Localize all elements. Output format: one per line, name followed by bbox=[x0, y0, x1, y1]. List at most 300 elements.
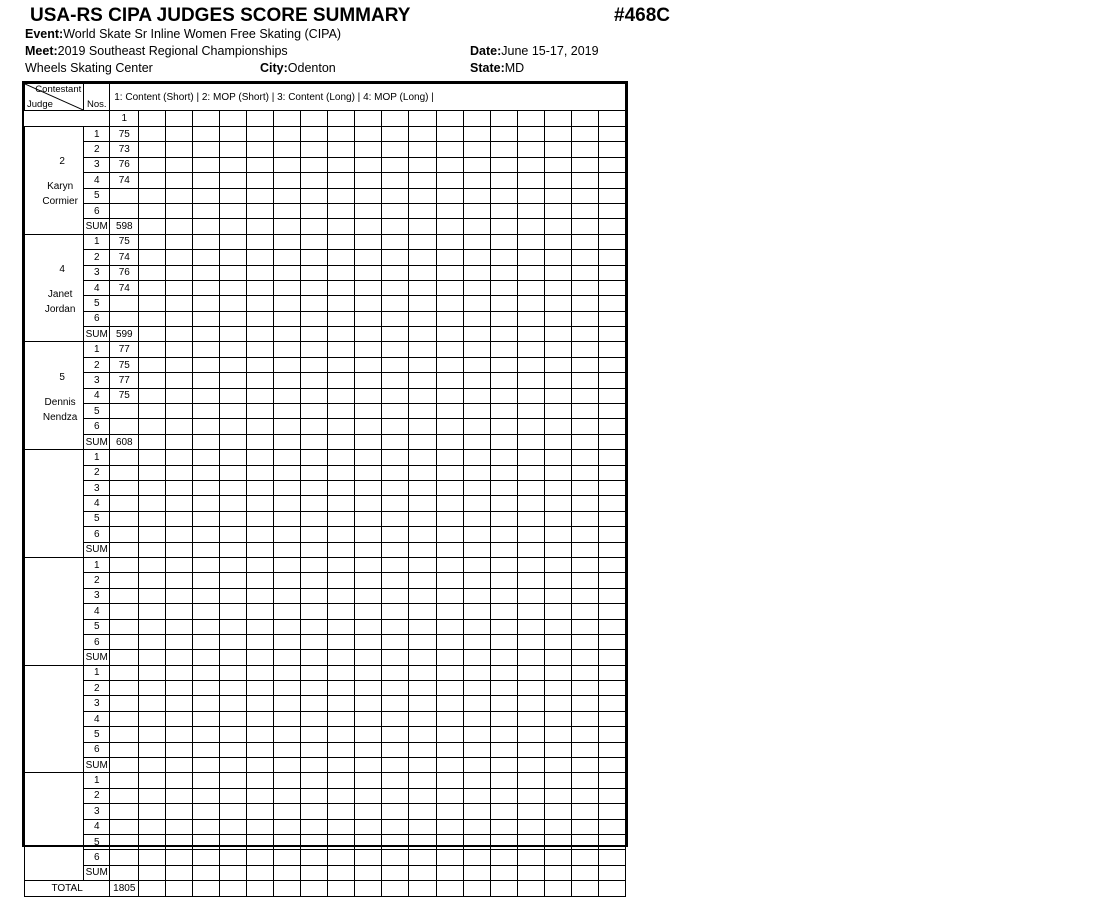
score-cell[interactable] bbox=[598, 480, 625, 495]
score-cell[interactable] bbox=[166, 634, 193, 649]
total-value-cell[interactable] bbox=[220, 881, 247, 896]
score-cell[interactable] bbox=[328, 573, 355, 588]
score-cell[interactable] bbox=[247, 280, 274, 295]
score-cell[interactable] bbox=[598, 819, 625, 834]
score-cell[interactable] bbox=[301, 127, 328, 142]
score-cell[interactable] bbox=[436, 142, 463, 157]
score-cell[interactable] bbox=[193, 203, 220, 218]
score-cell[interactable] bbox=[247, 588, 274, 603]
score-cell[interactable] bbox=[355, 419, 382, 434]
score-cell[interactable] bbox=[301, 404, 328, 419]
judge-sum-cell[interactable] bbox=[355, 327, 382, 342]
judge-sum-cell[interactable] bbox=[166, 434, 193, 449]
score-cell[interactable] bbox=[220, 388, 247, 403]
score-cell[interactable] bbox=[517, 465, 544, 480]
score-cell[interactable] bbox=[166, 496, 193, 511]
score-cell[interactable] bbox=[436, 727, 463, 742]
score-cell[interactable] bbox=[463, 619, 490, 634]
score-cell[interactable] bbox=[220, 265, 247, 280]
score-cell[interactable] bbox=[166, 465, 193, 480]
score-cell[interactable] bbox=[193, 604, 220, 619]
score-cell[interactable] bbox=[247, 727, 274, 742]
score-cell[interactable] bbox=[409, 557, 436, 572]
judge-sum-cell[interactable] bbox=[598, 758, 625, 773]
judge-sum-cell[interactable] bbox=[463, 542, 490, 557]
score-cell[interactable] bbox=[436, 773, 463, 788]
score-cell[interactable] bbox=[571, 157, 598, 172]
judge-sum-cell[interactable] bbox=[463, 865, 490, 880]
score-cell[interactable] bbox=[220, 250, 247, 265]
score-cell[interactable] bbox=[193, 665, 220, 680]
score-cell[interactable] bbox=[382, 665, 409, 680]
score-cell[interactable] bbox=[247, 188, 274, 203]
score-cell[interactable] bbox=[274, 588, 301, 603]
score-cell[interactable] bbox=[544, 357, 571, 372]
score-cell[interactable] bbox=[247, 604, 274, 619]
total-value-cell[interactable] bbox=[463, 881, 490, 896]
score-cell[interactable] bbox=[193, 727, 220, 742]
judge-sum-cell[interactable] bbox=[544, 434, 571, 449]
score-cell[interactable] bbox=[463, 711, 490, 726]
score-cell[interactable] bbox=[220, 188, 247, 203]
score-cell[interactable] bbox=[517, 773, 544, 788]
score-cell[interactable] bbox=[274, 450, 301, 465]
score-cell[interactable] bbox=[166, 527, 193, 542]
score-cell[interactable] bbox=[301, 665, 328, 680]
score-cell[interactable] bbox=[274, 465, 301, 480]
score-cell[interactable] bbox=[517, 788, 544, 803]
score-cell[interactable] bbox=[382, 711, 409, 726]
score-cell[interactable] bbox=[598, 742, 625, 757]
score-cell[interactable] bbox=[166, 311, 193, 326]
score-cell[interactable] bbox=[598, 188, 625, 203]
score-cell[interactable] bbox=[110, 419, 139, 434]
score-cell[interactable] bbox=[571, 511, 598, 526]
score-cell[interactable] bbox=[301, 419, 328, 434]
score-cell[interactable] bbox=[490, 573, 517, 588]
judge-sum-cell[interactable] bbox=[274, 758, 301, 773]
score-cell[interactable] bbox=[463, 634, 490, 649]
score-cell[interactable] bbox=[490, 850, 517, 865]
score-cell[interactable] bbox=[544, 681, 571, 696]
judge-sum-cell[interactable] bbox=[544, 219, 571, 234]
score-cell[interactable] bbox=[193, 819, 220, 834]
score-cell[interactable] bbox=[571, 373, 598, 388]
score-cell[interactable] bbox=[436, 619, 463, 634]
score-cell[interactable] bbox=[382, 850, 409, 865]
score-cell[interactable] bbox=[110, 480, 139, 495]
score-cell[interactable] bbox=[328, 157, 355, 172]
score-cell[interactable] bbox=[274, 388, 301, 403]
score-cell[interactable] bbox=[544, 742, 571, 757]
score-cell[interactable] bbox=[166, 619, 193, 634]
score-cell[interactable] bbox=[598, 127, 625, 142]
judge-sum-cell[interactable] bbox=[110, 542, 139, 557]
judge-sum-cell[interactable] bbox=[193, 865, 220, 880]
score-cell[interactable] bbox=[301, 250, 328, 265]
score-cell[interactable] bbox=[110, 834, 139, 849]
judge-sum-cell[interactable] bbox=[598, 219, 625, 234]
score-cell[interactable] bbox=[544, 819, 571, 834]
score-cell[interactable] bbox=[110, 727, 139, 742]
score-cell[interactable] bbox=[247, 619, 274, 634]
judge-sum-cell[interactable] bbox=[274, 542, 301, 557]
score-cell[interactable] bbox=[544, 527, 571, 542]
score-cell[interactable] bbox=[139, 280, 166, 295]
judge-sum-cell[interactable] bbox=[110, 650, 139, 665]
score-cell[interactable] bbox=[463, 465, 490, 480]
score-cell[interactable] bbox=[571, 742, 598, 757]
total-value-cell[interactable] bbox=[166, 881, 193, 896]
score-cell[interactable] bbox=[490, 496, 517, 511]
score-cell[interactable] bbox=[328, 265, 355, 280]
score-cell[interactable] bbox=[220, 604, 247, 619]
score-cell[interactable] bbox=[490, 480, 517, 495]
score-cell[interactable] bbox=[220, 480, 247, 495]
score-cell[interactable] bbox=[409, 280, 436, 295]
score-cell[interactable] bbox=[517, 573, 544, 588]
score-cell[interactable] bbox=[166, 742, 193, 757]
score-cell[interactable] bbox=[139, 604, 166, 619]
score-cell[interactable] bbox=[436, 357, 463, 372]
judge-sum-cell[interactable] bbox=[436, 219, 463, 234]
score-cell[interactable] bbox=[355, 173, 382, 188]
score-cell[interactable] bbox=[220, 373, 247, 388]
score-cell[interactable] bbox=[139, 788, 166, 803]
score-cell[interactable] bbox=[463, 773, 490, 788]
score-cell[interactable] bbox=[301, 696, 328, 711]
judge-sum-cell[interactable]: 599 bbox=[110, 327, 139, 342]
score-cell[interactable] bbox=[517, 373, 544, 388]
score-cell[interactable] bbox=[436, 696, 463, 711]
score-cell[interactable] bbox=[355, 819, 382, 834]
score-cell[interactable] bbox=[328, 388, 355, 403]
score-cell[interactable] bbox=[382, 727, 409, 742]
score-cell[interactable] bbox=[139, 819, 166, 834]
judge-sum-cell[interactable] bbox=[166, 327, 193, 342]
score-cell[interactable] bbox=[598, 527, 625, 542]
score-cell[interactable] bbox=[193, 280, 220, 295]
score-cell[interactable] bbox=[166, 280, 193, 295]
score-cell[interactable] bbox=[139, 342, 166, 357]
score-cell[interactable] bbox=[166, 696, 193, 711]
score-cell[interactable] bbox=[328, 234, 355, 249]
score-cell[interactable] bbox=[355, 711, 382, 726]
score-cell[interactable] bbox=[355, 834, 382, 849]
score-cell[interactable]: 75 bbox=[110, 234, 139, 249]
judge-sum-cell[interactable] bbox=[598, 865, 625, 880]
score-cell[interactable] bbox=[110, 573, 139, 588]
contestant-number-cell[interactable] bbox=[139, 111, 166, 127]
score-cell[interactable] bbox=[220, 557, 247, 572]
score-cell[interactable] bbox=[382, 388, 409, 403]
score-cell[interactable] bbox=[220, 788, 247, 803]
score-cell[interactable] bbox=[517, 480, 544, 495]
score-cell[interactable] bbox=[166, 419, 193, 434]
score-cell[interactable] bbox=[571, 850, 598, 865]
score-cell[interactable] bbox=[490, 188, 517, 203]
score-cell[interactable] bbox=[166, 573, 193, 588]
score-cell[interactable] bbox=[436, 203, 463, 218]
score-cell[interactable] bbox=[110, 296, 139, 311]
judge-sum-cell[interactable] bbox=[301, 758, 328, 773]
score-cell[interactable] bbox=[598, 850, 625, 865]
score-cell[interactable] bbox=[571, 480, 598, 495]
score-cell[interactable] bbox=[193, 742, 220, 757]
score-cell[interactable] bbox=[193, 188, 220, 203]
score-cell[interactable] bbox=[355, 373, 382, 388]
score-cell[interactable] bbox=[409, 511, 436, 526]
score-cell[interactable] bbox=[571, 188, 598, 203]
score-cell[interactable] bbox=[382, 127, 409, 142]
judge-sum-cell[interactable] bbox=[301, 542, 328, 557]
score-cell[interactable] bbox=[274, 727, 301, 742]
score-cell[interactable] bbox=[598, 450, 625, 465]
score-cell[interactable] bbox=[598, 804, 625, 819]
score-cell[interactable] bbox=[490, 665, 517, 680]
score-cell[interactable] bbox=[193, 573, 220, 588]
score-cell[interactable] bbox=[193, 265, 220, 280]
score-cell[interactable] bbox=[274, 296, 301, 311]
score-cell[interactable] bbox=[355, 788, 382, 803]
judge-sum-cell[interactable] bbox=[301, 865, 328, 880]
score-cell[interactable] bbox=[598, 142, 625, 157]
score-cell[interactable] bbox=[436, 404, 463, 419]
score-cell[interactable] bbox=[544, 311, 571, 326]
score-cell[interactable] bbox=[517, 404, 544, 419]
score-cell[interactable] bbox=[301, 557, 328, 572]
score-cell[interactable] bbox=[544, 450, 571, 465]
contestant-number-cell[interactable] bbox=[193, 111, 220, 127]
score-cell[interactable] bbox=[193, 681, 220, 696]
score-cell[interactable] bbox=[301, 496, 328, 511]
judge-sum-cell[interactable] bbox=[463, 434, 490, 449]
score-cell[interactable]: 73 bbox=[110, 142, 139, 157]
score-cell[interactable] bbox=[463, 742, 490, 757]
judge-sum-cell[interactable] bbox=[382, 219, 409, 234]
score-cell[interactable] bbox=[571, 450, 598, 465]
score-cell[interactable] bbox=[436, 250, 463, 265]
score-cell[interactable] bbox=[274, 850, 301, 865]
contestant-number-cell[interactable] bbox=[247, 111, 274, 127]
judge-sum-cell[interactable] bbox=[247, 542, 274, 557]
score-cell[interactable] bbox=[110, 511, 139, 526]
score-cell[interactable] bbox=[139, 527, 166, 542]
score-cell[interactable] bbox=[544, 834, 571, 849]
score-cell[interactable] bbox=[571, 419, 598, 434]
judge-sum-cell[interactable] bbox=[328, 865, 355, 880]
judge-sum-cell[interactable] bbox=[409, 327, 436, 342]
judge-sum-cell[interactable] bbox=[328, 650, 355, 665]
score-cell[interactable] bbox=[355, 696, 382, 711]
score-cell[interactable] bbox=[139, 450, 166, 465]
score-cell[interactable] bbox=[436, 480, 463, 495]
score-cell[interactable] bbox=[409, 527, 436, 542]
score-cell[interactable] bbox=[355, 573, 382, 588]
score-cell[interactable] bbox=[571, 127, 598, 142]
score-cell[interactable] bbox=[409, 742, 436, 757]
score-cell[interactable] bbox=[490, 834, 517, 849]
score-cell[interactable] bbox=[382, 311, 409, 326]
score-cell[interactable] bbox=[544, 250, 571, 265]
score-cell[interactable] bbox=[247, 804, 274, 819]
judge-sum-cell[interactable] bbox=[193, 542, 220, 557]
contestant-number-cell[interactable] bbox=[220, 111, 247, 127]
score-cell[interactable] bbox=[517, 850, 544, 865]
score-cell[interactable] bbox=[382, 527, 409, 542]
judge-sum-cell[interactable] bbox=[166, 219, 193, 234]
score-cell[interactable] bbox=[301, 296, 328, 311]
score-cell[interactable] bbox=[382, 819, 409, 834]
score-cell[interactable] bbox=[301, 234, 328, 249]
score-cell[interactable] bbox=[517, 634, 544, 649]
score-cell[interactable] bbox=[301, 373, 328, 388]
score-cell[interactable] bbox=[139, 634, 166, 649]
judge-sum-cell[interactable] bbox=[544, 542, 571, 557]
judge-sum-cell[interactable] bbox=[274, 650, 301, 665]
score-cell[interactable] bbox=[139, 742, 166, 757]
score-cell[interactable] bbox=[193, 342, 220, 357]
score-cell[interactable] bbox=[517, 665, 544, 680]
score-cell[interactable] bbox=[490, 711, 517, 726]
score-cell[interactable] bbox=[274, 419, 301, 434]
score-cell[interactable] bbox=[544, 157, 571, 172]
score-cell[interactable] bbox=[544, 265, 571, 280]
score-cell[interactable] bbox=[274, 573, 301, 588]
judge-sum-cell[interactable] bbox=[571, 758, 598, 773]
score-cell[interactable] bbox=[247, 773, 274, 788]
score-cell[interactable] bbox=[409, 619, 436, 634]
judge-sum-cell[interactable] bbox=[355, 219, 382, 234]
score-cell[interactable] bbox=[463, 357, 490, 372]
judge-sum-cell[interactable] bbox=[274, 219, 301, 234]
score-cell[interactable] bbox=[274, 203, 301, 218]
score-cell[interactable] bbox=[166, 127, 193, 142]
score-cell[interactable] bbox=[166, 788, 193, 803]
score-cell[interactable] bbox=[571, 265, 598, 280]
score-cell[interactable] bbox=[166, 265, 193, 280]
total-value-cell[interactable] bbox=[328, 881, 355, 896]
score-cell[interactable] bbox=[544, 280, 571, 295]
score-cell[interactable] bbox=[166, 480, 193, 495]
score-cell[interactable] bbox=[247, 819, 274, 834]
score-cell[interactable] bbox=[382, 203, 409, 218]
score-cell[interactable] bbox=[571, 496, 598, 511]
score-cell[interactable] bbox=[220, 419, 247, 434]
judge-sum-cell[interactable] bbox=[382, 865, 409, 880]
score-cell[interactable] bbox=[544, 773, 571, 788]
score-cell[interactable] bbox=[328, 296, 355, 311]
score-cell[interactable] bbox=[193, 588, 220, 603]
score-cell[interactable] bbox=[328, 311, 355, 326]
judge-sum-cell[interactable] bbox=[193, 327, 220, 342]
judge-sum-cell[interactable] bbox=[517, 434, 544, 449]
score-cell[interactable] bbox=[490, 404, 517, 419]
score-cell[interactable] bbox=[139, 465, 166, 480]
score-cell[interactable] bbox=[328, 681, 355, 696]
score-cell[interactable] bbox=[355, 296, 382, 311]
score-cell[interactable] bbox=[490, 157, 517, 172]
score-cell[interactable] bbox=[193, 373, 220, 388]
score-cell[interactable] bbox=[247, 419, 274, 434]
judge-sum-cell[interactable] bbox=[571, 219, 598, 234]
judge-sum-cell[interactable] bbox=[517, 219, 544, 234]
judge-sum-cell[interactable] bbox=[517, 865, 544, 880]
judge-sum-cell[interactable] bbox=[301, 219, 328, 234]
score-cell[interactable] bbox=[409, 465, 436, 480]
score-cell[interactable] bbox=[139, 419, 166, 434]
judge-sum-cell[interactable] bbox=[463, 327, 490, 342]
score-cell[interactable] bbox=[409, 373, 436, 388]
score-cell[interactable] bbox=[274, 819, 301, 834]
judge-sum-cell[interactable] bbox=[220, 434, 247, 449]
score-cell[interactable] bbox=[301, 788, 328, 803]
score-cell[interactable] bbox=[409, 496, 436, 511]
score-cell[interactable] bbox=[328, 788, 355, 803]
score-cell[interactable] bbox=[193, 465, 220, 480]
score-cell[interactable] bbox=[382, 634, 409, 649]
score-cell[interactable] bbox=[490, 788, 517, 803]
score-cell[interactable] bbox=[193, 142, 220, 157]
score-cell[interactable] bbox=[598, 234, 625, 249]
score-cell[interactable] bbox=[247, 388, 274, 403]
judge-sum-cell[interactable] bbox=[571, 650, 598, 665]
score-cell[interactable] bbox=[409, 173, 436, 188]
judge-sum-cell[interactable] bbox=[409, 434, 436, 449]
judge-sum-cell[interactable] bbox=[598, 650, 625, 665]
score-cell[interactable] bbox=[382, 557, 409, 572]
score-cell[interactable] bbox=[110, 665, 139, 680]
score-cell[interactable] bbox=[139, 357, 166, 372]
score-cell[interactable] bbox=[571, 834, 598, 849]
score-cell[interactable] bbox=[110, 404, 139, 419]
score-cell[interactable] bbox=[274, 788, 301, 803]
judge-sum-cell[interactable] bbox=[463, 219, 490, 234]
score-cell[interactable] bbox=[598, 573, 625, 588]
score-cell[interactable] bbox=[301, 357, 328, 372]
score-cell[interactable] bbox=[544, 342, 571, 357]
contestant-number-cell[interactable]: 1 bbox=[110, 111, 139, 127]
score-cell[interactable] bbox=[355, 588, 382, 603]
score-cell[interactable] bbox=[220, 619, 247, 634]
score-cell[interactable] bbox=[139, 296, 166, 311]
score-cell[interactable] bbox=[355, 619, 382, 634]
score-cell[interactable] bbox=[490, 727, 517, 742]
score-cell[interactable] bbox=[382, 619, 409, 634]
score-cell[interactable] bbox=[517, 142, 544, 157]
score-cell[interactable] bbox=[301, 203, 328, 218]
score-cell[interactable] bbox=[301, 527, 328, 542]
score-cell[interactable] bbox=[139, 773, 166, 788]
score-cell[interactable] bbox=[517, 511, 544, 526]
score-cell[interactable] bbox=[571, 173, 598, 188]
score-cell[interactable] bbox=[166, 342, 193, 357]
score-cell[interactable] bbox=[436, 265, 463, 280]
total-value-cell[interactable] bbox=[517, 881, 544, 896]
score-cell[interactable] bbox=[166, 250, 193, 265]
total-value-cell[interactable] bbox=[247, 881, 274, 896]
score-cell[interactable] bbox=[274, 188, 301, 203]
total-value-cell[interactable] bbox=[598, 881, 625, 896]
score-cell[interactable] bbox=[409, 419, 436, 434]
score-cell[interactable] bbox=[517, 819, 544, 834]
score-cell[interactable] bbox=[463, 142, 490, 157]
score-cell[interactable] bbox=[463, 788, 490, 803]
score-cell[interactable] bbox=[409, 250, 436, 265]
judge-sum-cell[interactable] bbox=[247, 327, 274, 342]
judge-sum-cell[interactable] bbox=[409, 542, 436, 557]
score-cell[interactable] bbox=[193, 480, 220, 495]
